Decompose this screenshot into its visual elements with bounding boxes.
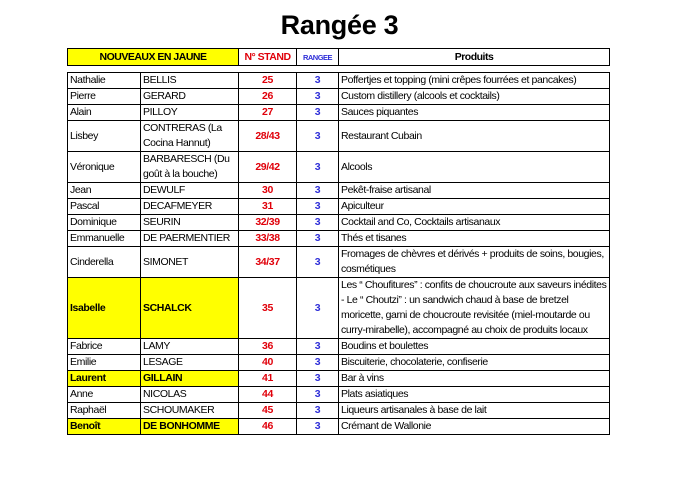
stand-cell: 28/43 bbox=[239, 121, 297, 152]
table-row bbox=[68, 215, 610, 231]
first-name-cell: Fabrice bbox=[68, 339, 141, 355]
last-name-cell: LESAGE bbox=[141, 355, 239, 371]
first-name-cell: Lisbey bbox=[68, 121, 141, 152]
produits-cell: Poffertjes et topping (mini crêpes fourrées et pancakes) bbox=[339, 73, 610, 89]
first-name-cell: Cinderella bbox=[68, 247, 141, 278]
first-name-cell: Raphaël bbox=[68, 403, 141, 419]
produits-cell: Custom distillery (alcools et cocktails) bbox=[339, 89, 610, 105]
last-name-cell: SIMONET bbox=[141, 247, 239, 278]
rangee-cell: 3 bbox=[297, 105, 339, 121]
produits-cell: Cocktail and Co, Cocktails artisanaux bbox=[339, 215, 610, 231]
stand-cell: 41 bbox=[239, 371, 297, 387]
rangee-cell: 3 bbox=[297, 339, 339, 355]
rangee-cell: 3 bbox=[297, 121, 339, 152]
produits-cell: Plats asiatiques bbox=[339, 387, 610, 403]
table-row bbox=[68, 199, 610, 215]
table-row bbox=[68, 89, 610, 105]
table-row bbox=[68, 183, 610, 199]
stand-cell: 36 bbox=[239, 339, 297, 355]
last-name-cell: BELLIS bbox=[141, 73, 239, 89]
stand-cell: 30 bbox=[239, 183, 297, 199]
produits-cell: Les “ Choufitures” : confits de choucroute aux saveurs inédites - Le “ Choutzi” : un sandwich chaud à base de bretzel moricette, garni de choucroute revisitée (miel-moutarde ou curry-mirabelle), accompagné au choix de produits locaux bbox=[339, 278, 610, 339]
table-row bbox=[68, 403, 610, 419]
rangee-cell: 3 bbox=[297, 89, 339, 105]
last-name-cell: DE PAERMENTIER bbox=[141, 231, 239, 247]
produits-cell: Apiculteur bbox=[339, 199, 610, 215]
rangee-cell: 3 bbox=[297, 419, 339, 435]
last-name-cell: DE BONHOMME bbox=[141, 419, 239, 435]
rangee-cell: 3 bbox=[297, 247, 339, 278]
first-name-cell: Emilie bbox=[68, 355, 141, 371]
rangee-cell: 3 bbox=[297, 403, 339, 419]
rangee-cell: 3 bbox=[297, 355, 339, 371]
exhibitor-table bbox=[67, 72, 610, 435]
table-row bbox=[68, 152, 610, 183]
rangee-cell: 3 bbox=[297, 371, 339, 387]
produits-cell: Biscuiterie, chocolaterie, confiserie bbox=[339, 355, 610, 371]
rangee-cell: 3 bbox=[297, 278, 339, 339]
table-row bbox=[68, 247, 610, 278]
table-row bbox=[68, 339, 610, 355]
stand-cell: 25 bbox=[239, 73, 297, 89]
header-stand: N° STAND bbox=[239, 49, 297, 66]
table-row bbox=[68, 355, 610, 371]
table-row bbox=[68, 278, 610, 339]
first-name-cell: Anne bbox=[68, 387, 141, 403]
first-name-cell: Dominique bbox=[68, 215, 141, 231]
stand-cell: 33/38 bbox=[239, 231, 297, 247]
table-row bbox=[68, 419, 610, 435]
last-name-cell: SCHOUMAKER bbox=[141, 403, 239, 419]
table-row bbox=[68, 105, 610, 121]
table-row bbox=[68, 121, 610, 152]
rangee-cell: 3 bbox=[297, 152, 339, 183]
produits-cell: Sauces piquantes bbox=[339, 105, 610, 121]
first-name-cell: Isabelle bbox=[68, 278, 141, 339]
rangee-cell: 3 bbox=[297, 199, 339, 215]
table-row bbox=[68, 231, 610, 247]
stand-cell: 35 bbox=[239, 278, 297, 339]
produits-cell: Liqueurs artisanales à base de lait bbox=[339, 403, 610, 419]
rangee-cell: 3 bbox=[297, 183, 339, 199]
first-name-cell: Véronique bbox=[68, 152, 141, 183]
last-name-cell: BARBARESCH (Du goût à la bouche) bbox=[141, 152, 239, 183]
first-name-cell: Emmanuelle bbox=[68, 231, 141, 247]
rangee-cell: 3 bbox=[297, 387, 339, 403]
stand-cell: 27 bbox=[239, 105, 297, 121]
produits-cell: Alcools bbox=[339, 152, 610, 183]
stand-cell: 45 bbox=[239, 403, 297, 419]
last-name-cell: SEURIN bbox=[141, 215, 239, 231]
last-name-cell: LAMY bbox=[141, 339, 239, 355]
stand-cell: 34/37 bbox=[239, 247, 297, 278]
stand-cell: 31 bbox=[239, 199, 297, 215]
first-name-cell: Laurent bbox=[68, 371, 141, 387]
table-row bbox=[68, 387, 610, 403]
produits-cell: Bar à vins bbox=[339, 371, 610, 387]
header-nouveaux: NOUVEAUX EN JAUNE bbox=[68, 49, 239, 66]
table-row bbox=[68, 73, 610, 89]
stand-cell: 32/39 bbox=[239, 215, 297, 231]
produits-cell: Thés et tisanes bbox=[339, 231, 610, 247]
last-name-cell: DEWULF bbox=[141, 183, 239, 199]
last-name-cell: GERARD bbox=[141, 89, 239, 105]
produits-cell: Restaurant Cubain bbox=[339, 121, 610, 152]
produits-cell: Fromages de chèvres et dérivés + produits de soins, bougies, cosmétiques bbox=[339, 247, 610, 278]
table-row bbox=[68, 371, 610, 387]
rangee-cell: 3 bbox=[297, 73, 339, 89]
produits-cell: Pekêt-fraise artisanal bbox=[339, 183, 610, 199]
last-name-cell: SCHALCK bbox=[141, 278, 239, 339]
last-name-cell: PILLOY bbox=[141, 105, 239, 121]
first-name-cell: Nathalie bbox=[68, 73, 141, 89]
stand-cell: 40 bbox=[239, 355, 297, 371]
first-name-cell: Alain bbox=[68, 105, 141, 121]
first-name-cell: Pierre bbox=[68, 89, 141, 105]
stand-cell: 29/42 bbox=[239, 152, 297, 183]
produits-cell: Crémant de Wallonie bbox=[339, 419, 610, 435]
header-rangee: RANGEE bbox=[297, 49, 339, 66]
last-name-cell: GILLAIN bbox=[141, 371, 239, 387]
last-name-cell: DECAFMEYER bbox=[141, 199, 239, 215]
rangee-cell: 3 bbox=[297, 215, 339, 231]
page-title: Rangée 3 bbox=[280, 10, 399, 40]
stand-cell: 44 bbox=[239, 387, 297, 403]
stand-cell: 26 bbox=[239, 89, 297, 105]
table-header bbox=[67, 48, 610, 66]
produits-cell: Boudins et boulettes bbox=[339, 339, 610, 355]
first-name-cell: Jean bbox=[68, 183, 141, 199]
last-name-cell: CONTRERAS (La Cocina Hannut) bbox=[141, 121, 239, 152]
stand-cell: 46 bbox=[239, 419, 297, 435]
rangee-cell: 3 bbox=[297, 231, 339, 247]
first-name-cell: Benoît bbox=[68, 419, 141, 435]
header-produits: Produits bbox=[339, 49, 610, 66]
first-name-cell: Pascal bbox=[68, 199, 141, 215]
last-name-cell: NICOLAS bbox=[141, 387, 239, 403]
